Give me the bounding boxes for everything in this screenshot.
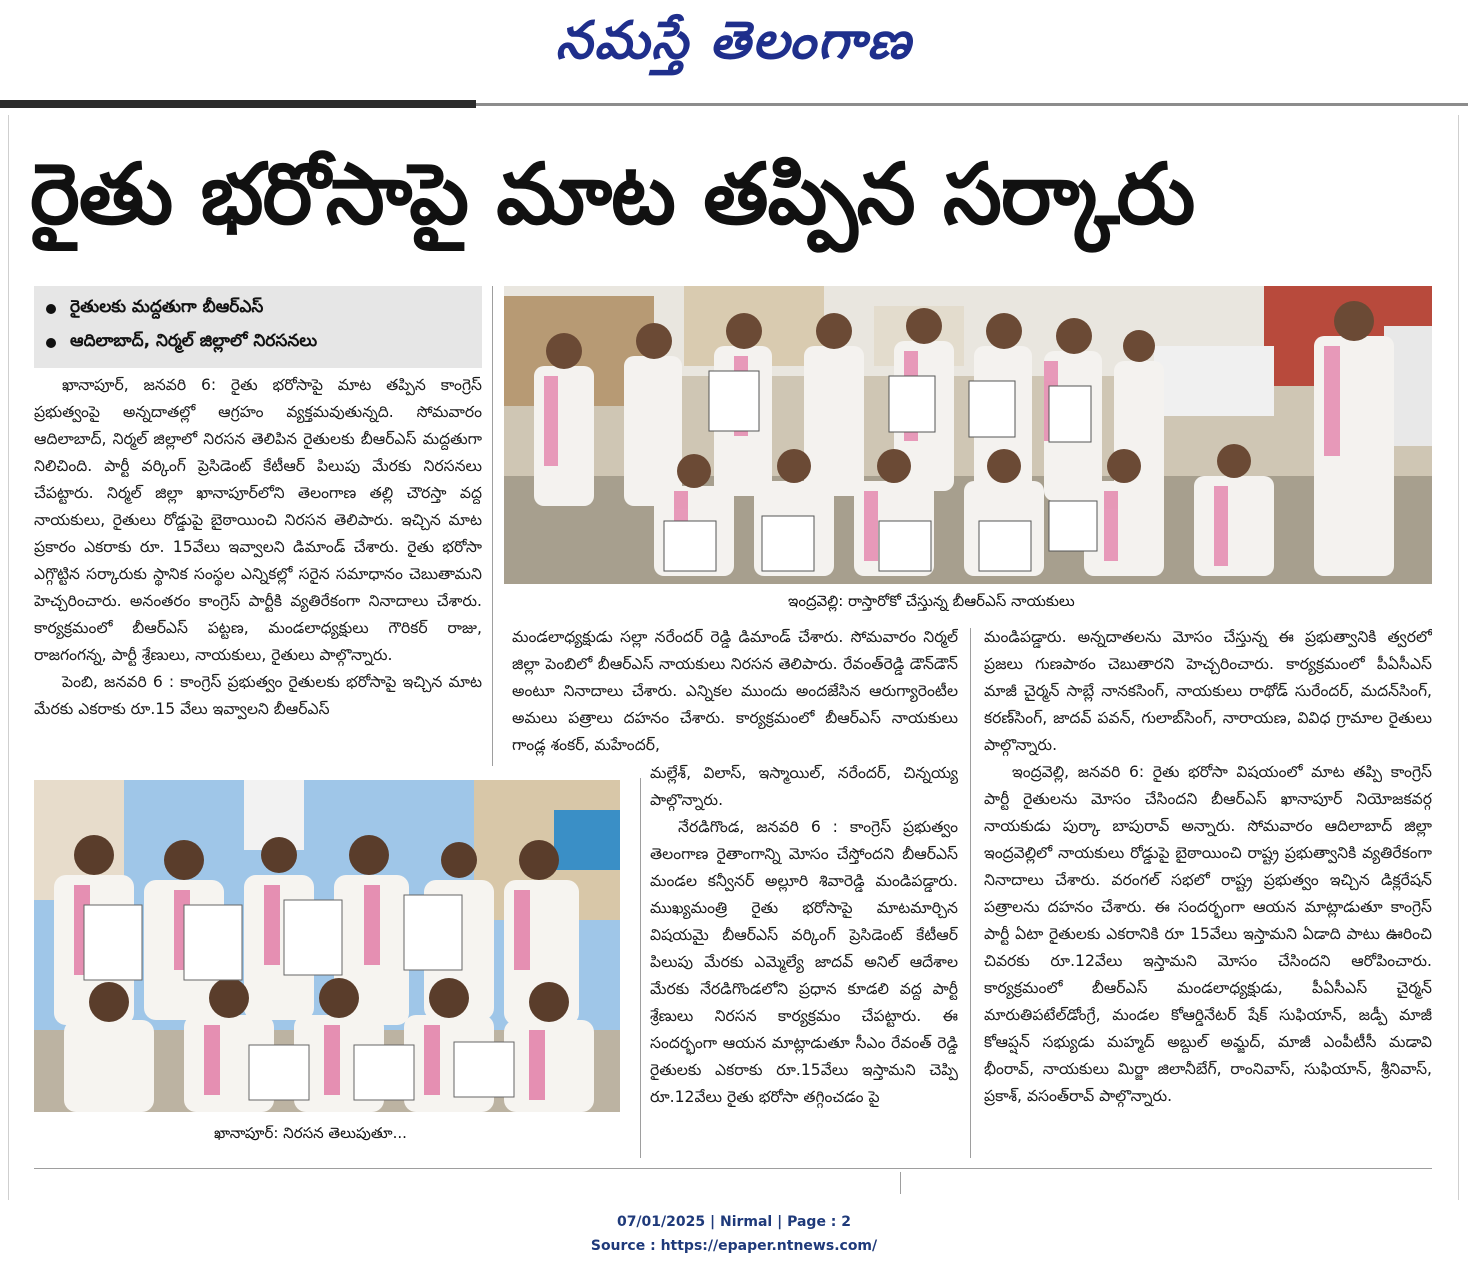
photo-khanapur-protest (34, 780, 620, 1112)
subhead-item (46, 326, 470, 360)
subhead-text: ఆదిలాబాద్, నిర్మల్ జిల్లాలో నిరసనలు (70, 331, 318, 351)
article-column-2 (512, 624, 958, 760)
photo-caption-khanapur: ఖానాపూర్: నిరసన తెలుపుతూ... (214, 1124, 407, 1142)
paragraph-neradigonda-cont: మండిపడ్డారు. అన్నదాతలను మోసం చేస్తున్న ఈ ప్రభుత్వానికి త్వరలో ప్రజలు గుణపాఠం చెబుతారని హెచ్చరించారు. కార్యక్రమంలో పీఏసీఎస్ మాజీ చైర్మన్ సాబ్లే నానకసింగ్, నాయకులు రాథోడ్ సురేందర్, మదన్‌సింగ్, కరణ్‌సింగ్, జాదవ్ పవన్, గులాబ్‌సింగ్, నారాయణ, వివిధ గ్రామాల రైతులు పాల్గొన్నారు. (984, 628, 1432, 754)
column-rule (640, 778, 641, 1158)
bullet-icon (46, 304, 56, 314)
article-column-3 (984, 624, 1432, 1160)
subhead-box (34, 286, 482, 368)
footer-source-line: Source : https://epaper.ntnews.com/ (590, 1238, 878, 1254)
khanapur-photo-illustration (34, 780, 620, 1112)
subhead-item (46, 292, 470, 326)
column-rule (492, 286, 493, 766)
photo-indravelli-protest (504, 286, 1432, 584)
clip-border-right (1458, 115, 1459, 1200)
paragraph-khanapur: ఖానాపూర్, జనవరి 6: రైతు భరోసాపై మాట తప్పిన కాంగ్రెస్ ప్రభుత్వంపై అన్నదాతల్లో ఆగ్రహం వ్యక్తమవుతున్నది. సోమవారం ఆదిలాబాద్, నిర్మల్ జిల్లాలో నిరసన తెలిపిన రైతులకు బీఆర్ఎస్ మద్దతుగా నిలిచింది. పార్టీ వర్కింగ్ ప్రెసిడెంట్ కేటీఆర్ పిలుపు మేరకు నిరసనలు చేపట్టారు. నిర్మల్ జిల్లా ఖానాపూర్‌లోని తెలంగాణ తల్లి చౌరస్తా వద్ద నాయకులు, రైతులు రోడ్డుపై బైఠాయించి నిరసన తెలిపారు. ఇచ్చిన మాట ప్రకారం ఎకరాకు రూ. 15వేలు ఇవ్వాలని డిమాండ్ చేశారు. రైతు భరోసా ఎగ్గొట్టిన సర్కారుకు స్థానిక సంస్థల ఎన్నికల్లో సరైన సమాధానం చెబుతామని హెచ్చరించారు. అనంతరం కాంగ్రెస్ పార్టీకి వ్యతిరేకంగా నినాదాలు చేశారు. కార్యక్రమంలో బీఆర్ఎస్ పట్టణ, మండలాధ్యక్షులు గౌరికర్ రాజు, రాజగంగన్న, పార్టీ శ్రేణులు, నాయకులు, రైతులు పాల్గొన్నారు. (34, 376, 482, 664)
newspaper-logo: నమస్తే తెలంగాణ (555, 10, 913, 71)
article-headline: రైతు భరోసాపై మాట తప్పిన సర్కారు (30, 145, 1195, 243)
paragraph-pembi: పెంబి, జనవరి 6 : కాంగ్రెస్ ప్రభుత్వం రైతులకు భరోసాపై ఇచ్చిన మాట మేరకు ఎకరాకు రూ.15 వేలు ఇవ్వాలని బీఆర్ఎస్ (34, 673, 482, 718)
masthead-rule-dark (0, 100, 476, 108)
article-bottom-rule (34, 1168, 1432, 1169)
column-rule (900, 1172, 901, 1194)
masthead (0, 0, 1468, 100)
clip-border-left (8, 115, 9, 1200)
paragraph-pembi-names: మల్లేశ్, విలాస్, ఇస్మాయిల్, నరేందర్, చిన్నయ్య పాల్గొన్నారు. (650, 764, 958, 809)
article-column-2b (650, 760, 958, 1160)
paragraph-pembi-cont: మండలాధ్యక్షుడు సల్లా నరేందర్ రెడ్డి డిమాండ్ చేశారు. సోమవారం నిర్మల్ జిల్లా పెంబిలో బీఆర్ఎస్ నాయకులు నిరసన తెలిపారు. రేవంత్‌రెడ్డి డౌన్‌డౌన్ అంటూ నినాదాలు చేశారు. ఎన్నికల ముందు అందజేసిన ఆరుగ్యారెంటీల అమలు పత్రాలు దహనం చేశారు. కార్యక్రమంలో బీఆర్ఎస్ నాయకులు గాండ్ల శంకర్, మహేందర్, (512, 628, 958, 754)
column-rule (970, 628, 971, 1158)
photo-caption-indravelli: ఇంద్రవెల్లి: రాస్తారోకో చేస్తున్న బీఆర్ఎస్ నాయకులు (788, 592, 1075, 610)
paragraph-indravelli: ఇంద్రవెల్లి, జనవరి 6: రైతు భరోసా విషయంలో మాట తప్పి కాంగ్రెస్ పార్టీ రైతులను మోసం చేసిందని బీఆర్ఎస్ ఖానాపూర్ నియోజకవర్గ నాయకుడు పుర్కా బాపురావ్ అన్నారు. సోమవారం ఆదిలాబాద్ జిల్లా ఇంద్రవెల్లిలో నాయకులు రోడ్డుపై బైఠాయించి రాష్ట్ర ప్రభుత్వానికి వ్యతిరేకంగా నినాదాలు చేశారు. వరంగల్ సభలో రాష్ట్ర ప్రభుత్వం ఇచ్చిన డిక్లరేషన్ పత్రాలను దహనం చేశారు. ఈ సందర్భంగా ఆయన మాట్లాడుతూ కాంగ్రెస్ పార్టీ ఏటా రైతులకు ఎకరానికి రూ 15వేలు ఇస్తామని ఏడాది పాటు ఊరించి చివరకు రూ.12వేలు ఇస్తామని మోసం చేసిందని ఆరోపించారు. కార్యక్రమంలో బీఆర్ఎస్ మండలాధ్యక్షుడు, పీఏసీఎస్ చైర్మన్ మారుతిపటేల్‌డోంగ్రే, మండల కోఆర్డినేటర్ షేక్ సుఫియాన్, జడ్పీ మాజీ కోఆప్షన్ సభ్యుడు మహ్మద్ అబ్దుల్ అమ్జద్, మాజీ ఎంపీటీసీ మడావి భీంరావ్, నాయకులు మిర్జా జిలానీబేగ్, రాంనివాస్, సుఫియాన్, శ్రీనివాస్, ప్రకాశ్, వసంత్‌రావ్ పాల్గొన్నారు. (984, 763, 1432, 1105)
paragraph-neradigonda: నేరడిగొండ, జనవరి 6 : కాంగ్రెస్ ప్రభుత్వం తెలంగాణ రైతాంగాన్ని మోసం చేస్తోందని బీఆర్ఎస్ మండల కన్వీనర్ అల్లూరి శివారెడ్డి మండిపడ్డారు. ముఖ్యమంత్రి రైతు భరోసాపై మాటమార్చిన విషయమై బీఆర్ఎస్ వర్కింగ్ ప్రెసిడెంట్ కేటీఆర్ పిలుపు మేరకు ఎమ్మెల్యే జాదవ్ అనిల్ ఆదేశాల మేరకు నేరడిగొండలోని ప్రధాన కూడలి వద్ద పార్టీ శ్రేణులు నిరసన కార్యక్రమం చేపట్టారు. ఈ సందర్భంగా ఆయన మాట్లాడుతూ సీఎం రేవంత్ రెడ్డి రైతులకు ఎకరాకు రూ.15వేలు ఇస్తామని చెప్పి రూ.12వేలు రైతు భరోసా తగ్గించడం పై (650, 818, 958, 1106)
subhead-text: రైతులకు మద్దతుగా బీఆర్ఎస్ (70, 297, 264, 317)
protest-photo-illustration (504, 286, 1432, 584)
bullet-icon (46, 338, 56, 348)
footer-date-line: 07/01/2025 | Nirmal | Page : 2 (616, 1214, 852, 1230)
masthead-rule-light (476, 103, 1468, 106)
article-column-1 (34, 372, 482, 772)
